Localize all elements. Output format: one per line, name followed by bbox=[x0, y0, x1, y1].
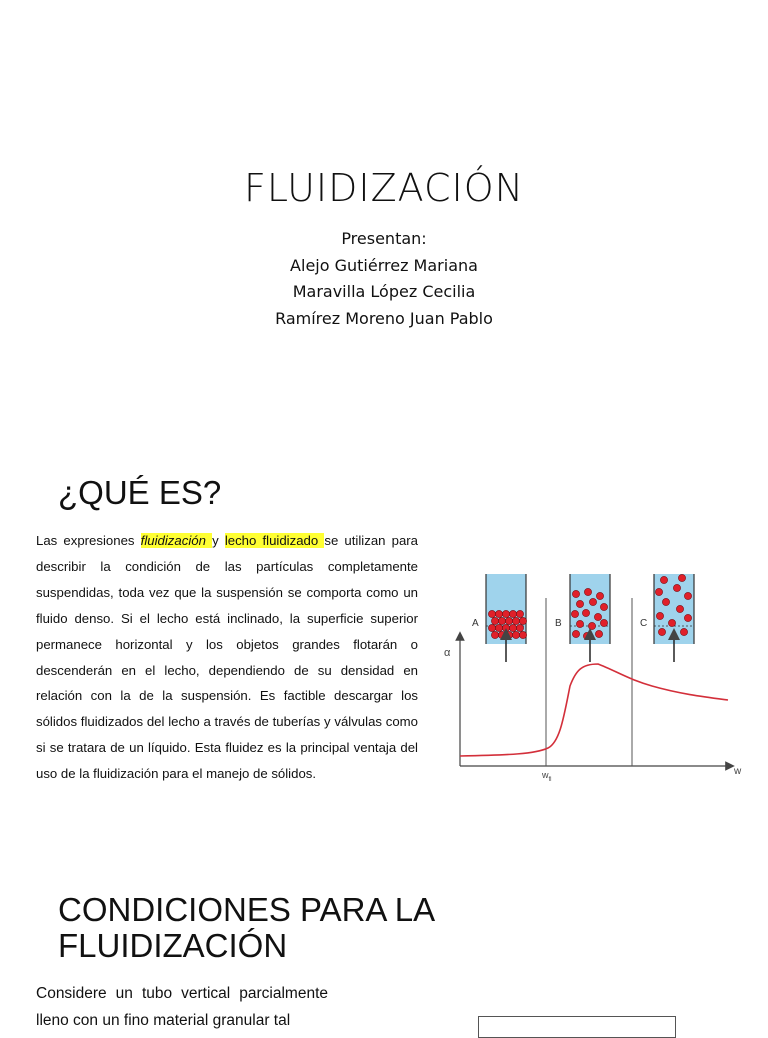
particle bbox=[509, 610, 516, 617]
column-c bbox=[640, 574, 694, 662]
particle bbox=[656, 612, 663, 619]
title-slide bbox=[0, 0, 768, 440]
particle bbox=[495, 610, 502, 617]
particle bbox=[584, 588, 591, 595]
section-title-line-2: FLUIDIZACIÓN bbox=[58, 927, 288, 964]
column-a bbox=[472, 574, 527, 662]
particle bbox=[660, 576, 667, 583]
particle bbox=[673, 584, 680, 591]
x-axis-label: w bbox=[734, 766, 742, 777]
section-title-condiciones bbox=[58, 892, 518, 964]
presenter-name: Maravilla López Cecilia bbox=[292, 282, 476, 301]
particle bbox=[589, 598, 596, 605]
presenter-name: Alejo Gutiérrez Mariana bbox=[290, 255, 478, 275]
particle bbox=[572, 590, 579, 597]
section-title-line-1: CONDICIONES PARA LA bbox=[58, 891, 436, 928]
particle bbox=[498, 617, 505, 624]
particle bbox=[594, 613, 601, 620]
presenter-name: Ramírez Moreno Juan Pablo bbox=[275, 308, 493, 328]
particle bbox=[516, 624, 523, 631]
x-tick-main: w bbox=[542, 770, 549, 780]
column-b bbox=[555, 574, 610, 662]
particle bbox=[509, 624, 516, 631]
highlighted-term-fluidizacion: fluidización bbox=[140, 533, 213, 548]
particle bbox=[684, 614, 691, 621]
particle bbox=[516, 610, 523, 617]
particle bbox=[595, 630, 602, 637]
text-intro: Las expresiones bbox=[36, 533, 141, 548]
text-and: y bbox=[212, 533, 225, 548]
particle bbox=[502, 610, 509, 617]
particle bbox=[600, 603, 607, 610]
particle bbox=[491, 617, 498, 624]
particles-a bbox=[488, 610, 526, 638]
particle bbox=[519, 617, 526, 624]
particle bbox=[505, 617, 512, 624]
particle bbox=[684, 592, 691, 599]
particle bbox=[512, 617, 519, 624]
panel-label-a: A bbox=[472, 618, 479, 629]
particle bbox=[512, 631, 519, 638]
particle bbox=[519, 631, 526, 638]
particle bbox=[502, 624, 509, 631]
particle bbox=[488, 610, 495, 617]
fluidization-diagram bbox=[430, 566, 750, 791]
x-tick-subscript: fl bbox=[548, 777, 552, 783]
particle bbox=[596, 592, 603, 599]
particle bbox=[658, 628, 665, 635]
particle bbox=[498, 631, 505, 638]
highlighted-term-lecho-fluidizado: lecho fluidizado bbox=[224, 533, 325, 548]
particle bbox=[655, 588, 662, 595]
particle bbox=[668, 619, 675, 626]
section-title-que-es: ¿QUÉ ES? bbox=[58, 474, 222, 511]
panel-label-c: C bbox=[640, 618, 648, 629]
particle bbox=[676, 605, 683, 612]
definition-paragraph bbox=[36, 528, 418, 787]
particle bbox=[600, 619, 607, 626]
particle bbox=[576, 620, 583, 627]
fluidization-curve bbox=[460, 664, 728, 756]
particle bbox=[572, 630, 579, 637]
particle bbox=[588, 622, 595, 629]
condiciones-paragraph: Considere un tubo vertical parcialmente lleno con un fino material granular tal bbox=[36, 985, 328, 1029]
particle bbox=[491, 631, 498, 638]
presenters-label: Presentan: bbox=[341, 229, 427, 248]
diagram-frame bbox=[478, 1016, 676, 1038]
x-tick-label bbox=[541, 770, 552, 783]
particle bbox=[680, 628, 687, 635]
presentation-title: FLUIDIZACIÓN bbox=[243, 166, 525, 210]
particle bbox=[495, 624, 502, 631]
particle bbox=[488, 624, 495, 631]
particle bbox=[678, 574, 685, 581]
presenters-block bbox=[0, 226, 768, 332]
panel-label-b: B bbox=[555, 618, 562, 629]
particle bbox=[576, 600, 583, 607]
particle bbox=[571, 610, 578, 617]
text-rest: se utilizan para describir la condición de las partículas completamente suspendidas, toda vez que la suspensión se comporta como un fluido denso. Si el lecho está inclinado, la superficie superior permanece horizontal y los objetos grandes flotarán o descenderán en el lecho, dependiendo de su densidad en relación con la de la suspensión. Es factible descargar los sólidos fluidizados del lecho a través de tuberías y válvulas como si se tratara de un líquido. Esta fluidez es la principal ventaja del uso de la fluidización para el manejo de sólidos. bbox=[36, 533, 419, 782]
particle bbox=[582, 609, 589, 616]
y-axis-label: α bbox=[444, 647, 451, 659]
particle bbox=[662, 598, 669, 605]
